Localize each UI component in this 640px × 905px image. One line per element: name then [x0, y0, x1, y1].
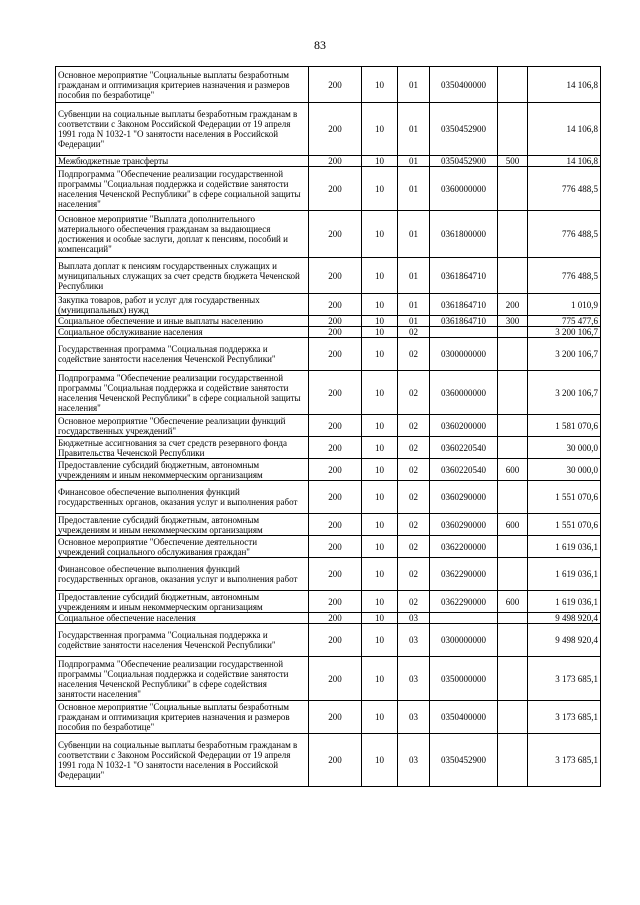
cell-subsection: 02: [398, 437, 430, 459]
cell-target-item: 0361864710: [430, 294, 498, 316]
cell-target-item: 0360220540: [430, 437, 498, 459]
cell-subsection: 02: [398, 558, 430, 591]
cell-amount: 1 619 036,1: [528, 591, 601, 613]
cell-section: 10: [362, 327, 398, 338]
cell-subsection: 01: [398, 258, 430, 294]
cell-subsection: 01: [398, 211, 430, 258]
cell-amount: 30 000,0: [528, 459, 601, 481]
table-row: [56, 211, 601, 258]
table-row: [56, 103, 601, 156]
cell-amount: 14 106,8: [528, 156, 601, 167]
cell-amount: 1 551 070,6: [528, 481, 601, 514]
cell-subsection: 02: [398, 338, 430, 371]
table-row: [56, 437, 601, 459]
table-row: [56, 67, 601, 103]
cell-subsection: 03: [398, 624, 430, 657]
table-row: [56, 536, 601, 558]
cell-admin-code: 200: [309, 536, 362, 558]
cell-name: Подпрограмма "Обеспечение реализации государственной программы "Социальная поддержка и содействие занятости населения Чеченской Республики" в сфере социальной защиты населения": [56, 371, 309, 415]
cell-expense-type: 300: [498, 316, 528, 327]
cell-name: Социальное обслуживание населения: [56, 327, 309, 338]
cell-amount: 3 200 106,7: [528, 338, 601, 371]
cell-section: 10: [362, 258, 398, 294]
cell-amount: 30 000,0: [528, 437, 601, 459]
cell-admin-code: 200: [309, 437, 362, 459]
cell-name: Предоставление субсидий бюджетным, автономным учреждениям и иным некоммерческим организациям: [56, 591, 309, 613]
cell-section: 10: [362, 156, 398, 167]
cell-section: 10: [362, 536, 398, 558]
cell-section: 10: [362, 437, 398, 459]
cell-expense-type: [498, 558, 528, 591]
cell-admin-code: 200: [309, 167, 362, 211]
cell-name: Закупка товаров, работ и услуг для государственных (муниципальных) нужд: [56, 294, 309, 316]
cell-expense-type: [498, 536, 528, 558]
cell-section: 10: [362, 294, 398, 316]
cell-target-item: 0361864710: [430, 316, 498, 327]
cell-subsection: 03: [398, 657, 430, 701]
cell-amount: 3 200 106,7: [528, 327, 601, 338]
cell-admin-code: 200: [309, 67, 362, 103]
cell-expense-type: [498, 338, 528, 371]
cell-expense-type: [498, 701, 528, 734]
cell-section: 10: [362, 657, 398, 701]
page-number: 83: [314, 38, 326, 52]
cell-amount: 1 619 036,1: [528, 558, 601, 591]
cell-section: 10: [362, 734, 398, 787]
cell-amount: 1 619 036,1: [528, 536, 601, 558]
cell-section: 10: [362, 558, 398, 591]
cell-name: Подпрограмма "Обеспечение реализации государственной программы "Социальная поддержка и содействие занятости населения Чеченской Республики" в сфере содействия занятости населения": [56, 657, 309, 701]
cell-subsection: 03: [398, 613, 430, 624]
cell-name: Основное мероприятие "Социальные выплаты безработным гражданам и оптимизация критериев назначения и размеров пособия по безработице": [56, 701, 309, 734]
cell-name: Основное мероприятие "Обеспечение деятельности учреждений социального обслуживания граждан": [56, 536, 309, 558]
cell-amount: 776 488,5: [528, 258, 601, 294]
cell-name: Социальное обеспечение и иные выплаты населению: [56, 316, 309, 327]
cell-section: 10: [362, 514, 398, 536]
table-row: [56, 156, 601, 167]
cell-target-item: 0361864710: [430, 258, 498, 294]
cell-target-item: 0360220540: [430, 459, 498, 481]
cell-target-item: 0350000000: [430, 657, 498, 701]
cell-expense-type: [498, 613, 528, 624]
cell-admin-code: 200: [309, 591, 362, 613]
table-row: [56, 481, 601, 514]
cell-section: 10: [362, 67, 398, 103]
cell-expense-type: 600: [498, 459, 528, 481]
cell-amount: 3 200 106,7: [528, 371, 601, 415]
cell-expense-type: [498, 258, 528, 294]
cell-admin-code: 200: [309, 734, 362, 787]
table-row: [56, 514, 601, 536]
cell-name: Государственная программа "Социальная поддержка и содействие занятости населения Чеченской Республики": [56, 624, 309, 657]
cell-name: Основное мероприятие "Выплата дополнительного материального обеспечения гражданам за выдающиеся достижения и особые заслуги, доплат к пенсиям, пособий и компенсаций": [56, 211, 309, 258]
cell-section: 10: [362, 338, 398, 371]
cell-subsection: 02: [398, 459, 430, 481]
cell-section: 10: [362, 415, 398, 437]
budget-table-body: [56, 67, 601, 787]
table-row: [56, 613, 601, 624]
cell-expense-type: [498, 211, 528, 258]
cell-target-item: 0350452900: [430, 734, 498, 787]
cell-admin-code: 200: [309, 371, 362, 415]
cell-admin-code: 200: [309, 338, 362, 371]
table-row: [56, 294, 601, 316]
cell-section: 10: [362, 211, 398, 258]
table-row: [56, 327, 601, 338]
cell-name: Межбюджетные трансферты: [56, 156, 309, 167]
table-row: [56, 459, 601, 481]
cell-target-item: 0362290000: [430, 591, 498, 613]
cell-expense-type: [498, 167, 528, 211]
table-row: [56, 591, 601, 613]
cell-expense-type: 600: [498, 591, 528, 613]
cell-amount: 1 551 070,6: [528, 514, 601, 536]
cell-name: Основное мероприятие "Обеспечение реализации функций государственных учреждений": [56, 415, 309, 437]
cell-admin-code: 200: [309, 481, 362, 514]
cell-amount: 776 488,5: [528, 167, 601, 211]
cell-target-item: 0360290000: [430, 514, 498, 536]
cell-section: 10: [362, 701, 398, 734]
cell-section: 10: [362, 103, 398, 156]
cell-admin-code: 200: [309, 613, 362, 624]
cell-target-item: 0362200000: [430, 536, 498, 558]
cell-subsection: 03: [398, 734, 430, 787]
cell-subsection: 02: [398, 591, 430, 613]
cell-name: Финансовое обеспечение выполнения функций государственных органов, оказания услуг и выполнения работ: [56, 481, 309, 514]
cell-expense-type: [498, 415, 528, 437]
cell-expense-type: [498, 371, 528, 415]
cell-admin-code: 200: [309, 657, 362, 701]
table-row: [56, 258, 601, 294]
cell-target-item: 0360290000: [430, 481, 498, 514]
cell-name: Предоставление субсидий бюджетным, автономным учреждениям и иным некоммерческим организациям: [56, 459, 309, 481]
cell-name: Социальное обеспечение населения: [56, 613, 309, 624]
cell-target-item: 0361800000: [430, 211, 498, 258]
cell-subsection: 01: [398, 156, 430, 167]
cell-amount: 14 106,8: [528, 103, 601, 156]
cell-expense-type: [498, 67, 528, 103]
cell-admin-code: 200: [309, 558, 362, 591]
cell-target-item: [430, 327, 498, 338]
cell-expense-type: 200: [498, 294, 528, 316]
cell-target-item: 0360000000: [430, 167, 498, 211]
cell-expense-type: [498, 327, 528, 338]
cell-name: Основное мероприятие "Социальные выплаты безработным гражданам и оптимизация критериев назначения и размеров пособия по безработице": [56, 67, 309, 103]
cell-admin-code: 200: [309, 459, 362, 481]
cell-subsection: 02: [398, 536, 430, 558]
cell-section: 10: [362, 167, 398, 211]
cell-admin-code: 200: [309, 258, 362, 294]
cell-target-item: 0360200000: [430, 415, 498, 437]
table-row: [56, 657, 601, 701]
table-row: [56, 167, 601, 211]
cell-name: Подпрограмма "Обеспечение реализации государственной программы "Социальная поддержка и содействие занятости населения Чеченской Республики" в сфере социальной защиты населения": [56, 167, 309, 211]
cell-amount: 1 010,9: [528, 294, 601, 316]
cell-amount: 3 173 685,1: [528, 657, 601, 701]
cell-subsection: 02: [398, 481, 430, 514]
cell-section: 10: [362, 613, 398, 624]
cell-section: 10: [362, 481, 398, 514]
cell-admin-code: 200: [309, 294, 362, 316]
cell-subsection: 01: [398, 316, 430, 327]
cell-expense-type: [498, 734, 528, 787]
table-row: [56, 734, 601, 787]
cell-name: Субвенции на социальные выплаты безработным гражданам в соответствии с Законом Российской Федерации от 19 апреля 1991 года N 1032-1 "О занятости населения в Российской Федерации": [56, 734, 309, 787]
cell-name: Бюджетные ассигнования за счет средств резервного фонда Правительства Чеченской Республики: [56, 437, 309, 459]
cell-target-item: 0300000000: [430, 624, 498, 657]
cell-amount: 9 498 920,4: [528, 624, 601, 657]
cell-target-item: 0300000000: [430, 338, 498, 371]
cell-subsection: 02: [398, 514, 430, 536]
cell-amount: 14 106,8: [528, 67, 601, 103]
table-row: [56, 371, 601, 415]
cell-subsection: 02: [398, 415, 430, 437]
cell-subsection: 01: [398, 67, 430, 103]
cell-target-item: [430, 613, 498, 624]
cell-name: Выплата доплат к пенсиям государственных служащих и муниципальных служащих за счет средств бюджета Чеченской Республики: [56, 258, 309, 294]
cell-amount: 1 581 070,6: [528, 415, 601, 437]
cell-expense-type: [498, 481, 528, 514]
cell-admin-code: 200: [309, 327, 362, 338]
cell-admin-code: 200: [309, 514, 362, 536]
table-row: [56, 338, 601, 371]
cell-subsection: 02: [398, 371, 430, 415]
cell-section: 10: [362, 459, 398, 481]
cell-target-item: 0350452900: [430, 156, 498, 167]
cell-subsection: 02: [398, 327, 430, 338]
table-row: [56, 701, 601, 734]
cell-admin-code: 200: [309, 316, 362, 327]
cell-amount: 9 498 920,4: [528, 613, 601, 624]
cell-target-item: 0350400000: [430, 701, 498, 734]
cell-expense-type: [498, 657, 528, 701]
cell-section: 10: [362, 591, 398, 613]
cell-admin-code: 200: [309, 701, 362, 734]
cell-expense-type: [498, 437, 528, 459]
cell-target-item: 0362290000: [430, 558, 498, 591]
cell-name: Предоставление субсидий бюджетным, автономным учреждениям и иным некоммерческим организациям: [56, 514, 309, 536]
cell-subsection: 01: [398, 167, 430, 211]
cell-target-item: 0350452900: [430, 103, 498, 156]
cell-amount: 775 477,6: [528, 316, 601, 327]
cell-name: Субвенции на социальные выплаты безработным гражданам в соответствии с Законом Российской Федерации от 19 апреля 1991 года N 1032-1 "О занятости населения в Российской Федерации": [56, 103, 309, 156]
cell-name: Финансовое обеспечение выполнения функций государственных органов, оказания услуг и выполнения работ: [56, 558, 309, 591]
cell-target-item: 0350400000: [430, 67, 498, 103]
cell-subsection: 01: [398, 294, 430, 316]
budget-table: [55, 66, 601, 787]
cell-admin-code: 200: [309, 103, 362, 156]
cell-admin-code: 200: [309, 211, 362, 258]
cell-amount: 776 488,5: [528, 211, 601, 258]
cell-admin-code: 200: [309, 624, 362, 657]
cell-target-item: 0360000000: [430, 371, 498, 415]
table-row: [56, 415, 601, 437]
cell-subsection: 03: [398, 701, 430, 734]
cell-expense-type: [498, 624, 528, 657]
cell-amount: 3 173 685,1: [528, 701, 601, 734]
cell-section: 10: [362, 316, 398, 327]
cell-admin-code: 200: [309, 415, 362, 437]
cell-section: 10: [362, 371, 398, 415]
table-row: [56, 316, 601, 327]
cell-admin-code: 200: [309, 156, 362, 167]
cell-expense-type: 600: [498, 514, 528, 536]
cell-section: 10: [362, 624, 398, 657]
cell-name: Государственная программа "Социальная поддержка и содействие занятости населения Чеченской Республики": [56, 338, 309, 371]
cell-expense-type: [498, 103, 528, 156]
table-row: [56, 624, 601, 657]
cell-amount: 3 173 685,1: [528, 734, 601, 787]
table-row: [56, 558, 601, 591]
cell-subsection: 01: [398, 103, 430, 156]
cell-expense-type: 500: [498, 156, 528, 167]
